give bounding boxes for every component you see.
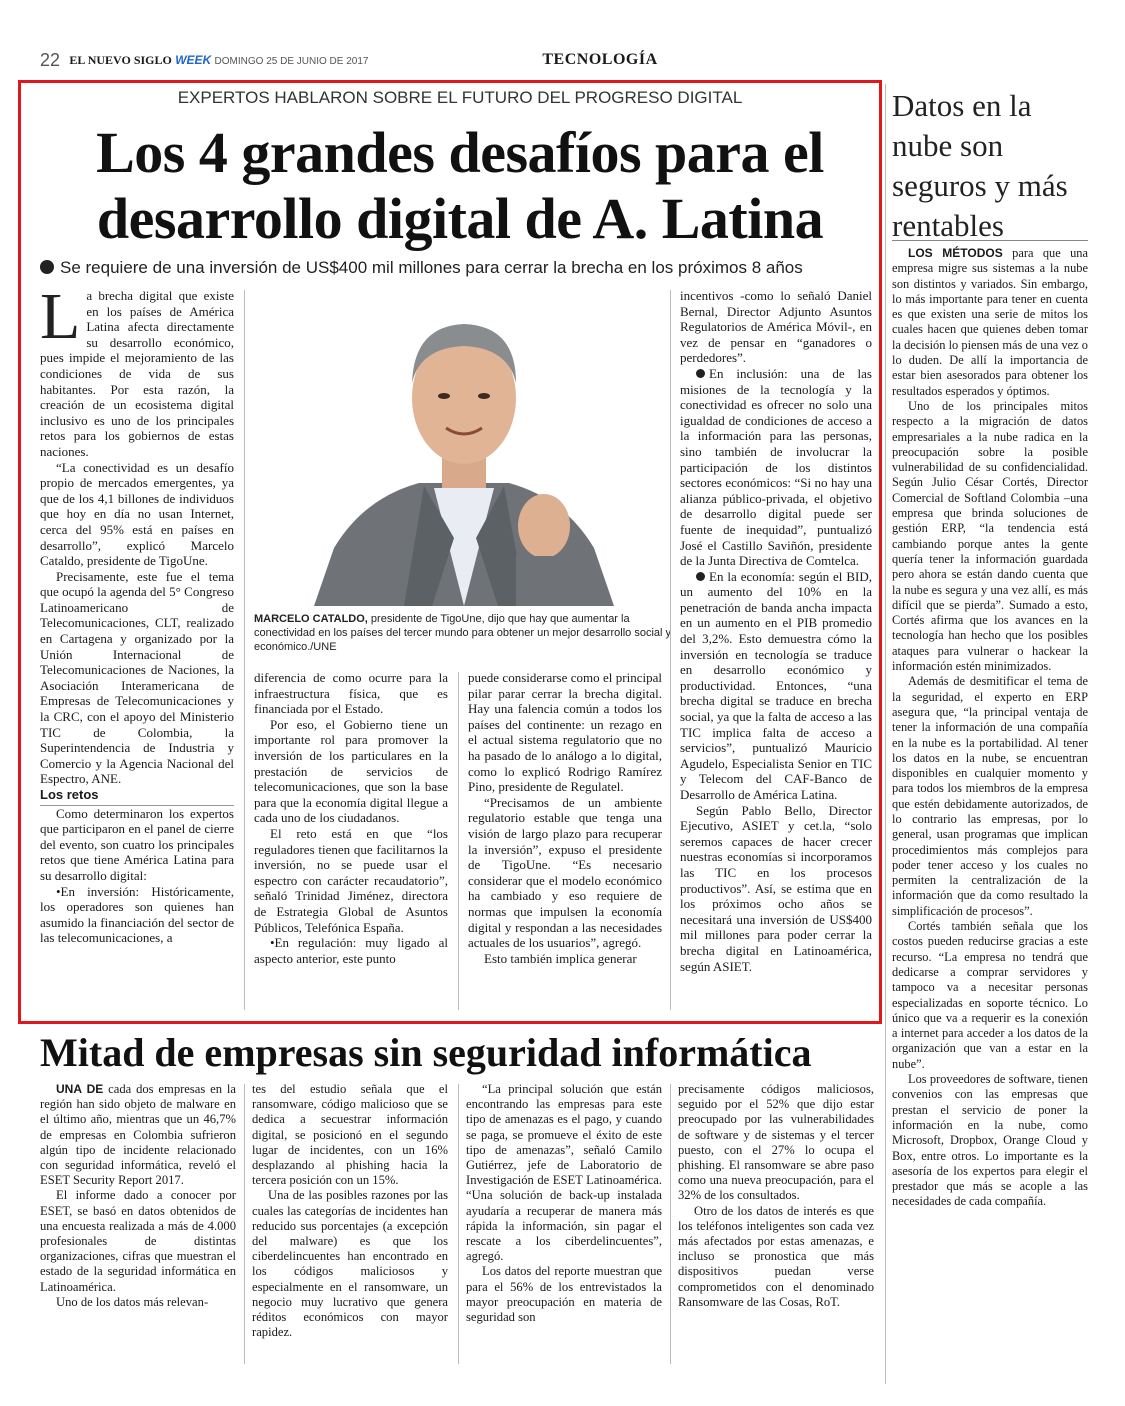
paragraph: puede considerarse como el principal pilar parar cerrar la brecha digital. Hay una falencia común a todos los países del continente: un rezago en el actual sistema regulatorio que no ha pasado de lo análogo a lo digital, como lo explicó Rodrigo Ramírez Pino, presidente de Regulatel. [468,670,662,795]
article-kicker: EXPERTOS HABLARON SOBRE EL FUTURO DEL PROGRESO DIGITAL [177,88,743,107]
paragraph [892,246,1088,399]
second-column-2 [252,1082,448,1340]
sidebar-headline: Datos en la nube son seguros y más rentables [892,88,1068,243]
paragraph-text: En inclusión: una de las misiones de la tecnología y la conectividad es ofrecer no solo una igualdad de condiciones de acceso a la información para las personas, sino también de involucrar la participación de los distintos sectores económicos: “Si no hay una alianza público-privada, el objetivo de desarrollo digital puede ser fuente de inequidad”, puntualizó José el Castillo Saviñón, presidente de la Junta Directiva de Comtelca. [680,365,872,569]
paragraph: “Precisamos de un ambiente regulatorio estable que tenga una visión de largo plazo para recuperar la inversión”, expuso el presidente de TigoUne. “Es necesario considerar que el modelo económico ha cambiado y eso requiere de normas que impulsen la economía digital y respondan a las necesidades actuales de los usuarios”, agregó. [468,794,662,951]
paragraph: El reto está en que “los reguladores tienen que facilitarnos la inversión, no se puede usar el espectro con carácter recaudatorio”, señaló Trinidad Jiménez, directora de Estrategia Global de Asuntos Públicos, Telefónica España. [254,825,448,935]
paragraph-text: cada dos empresas en la región han sido objeto de malware en el último año, mientras que un 46,7% de empresas en Colombia sufrieron algún tipo de incidente relacionado con seguridad informática, reveló el ESET Security Report 2017. [40,1082,236,1188]
paragraph: Los proveedores de software, tienen convenios con las empresas que prestan el servicio de poner la información en la nube, como Microsoft, Dropbox, Orange Cloud y Box, entre otros. Lo importante es la asesoría de los expertos para elegir el prestador que más se acople a las necesidades de cada compañía. [892,1072,1088,1209]
column-divider [458,672,459,1010]
article-column-1 [40,280,234,946]
lead-caps: UNA DE [56,1082,104,1096]
subhead-text: Se requiere de una inversión de US$400 mil millones para cerrar la brecha en los próximos 8 años [60,258,803,277]
article-column-2 [254,670,448,966]
column-divider [244,1084,245,1364]
second-column-1 [40,1082,236,1310]
article-subhead [40,258,880,278]
paragraph: Una de las posibles razones por las cuales las categorías de incidentes han reducido sus porcentajes (a excepción del malware) es que los ciberdelincuentes han encontrado en los códigos maliciosos y especialmente en el ransomware, un negocio muy lucrativo que genera réditos económicos con mayor rapidez. [252,1188,448,1340]
second-column-3 [466,1082,662,1325]
paragraph: “La principal solución que están encontrando las empresas para este tipo de amenazas es el pago, y cuando se paga, se promueve el éxito de este tipo de amenazas”, señaló Camilo Gutiérrez, jefe de Laboratorio de Investigación de ESET Latinoamérica. “Una solución de back-up instalada ayudaría a recuperar de manera más rápida la información, sin pagar el rescate a los ciberdelincuentes”, agregó. [466,1082,662,1264]
publication-name: EL NUEVO SIGLO [69,53,172,67]
paragraph-text: para que una empresa migre sus sistemas a la nube son distintos y variados. Sin embargo, lo más importante para tener en cuenta es que existen una serie de mitos los cuales hacen que quienes deben tomar la decisión lo piensen más de una vez o lo duden. De allí la importancia de estar bien asesorados para obtener los resultados esperados y óptimos. [892,246,1088,398]
second-headline: Mitad de empresas sin seguridad informática [40,1030,812,1075]
paragraph: Precisamente, este fue el tema que ocupó la agenda del 5° Congreso Latinoamericano de Telecomunicaciones, CLT, realizado en Cartagena y organizado por la Unión Internacional de Telecomunicaciones de Naciones, la Asociación Interamericana de Empresas de Telecomunicaciones y la CRC, con el apoyo del Ministerio TIC de Colombia, la Superintendencia de Industria y Comercio y la Agencia Nacional del Espectro, ANE. [40,568,234,787]
column-divider [458,1084,459,1364]
article-column-4 [680,288,872,974]
paragraph: •En regulación: muy ligado al aspecto anterior, este punto [254,935,448,966]
bullet-icon [40,260,54,274]
paragraph: El informe dado a conocer por ESET, se basó en datos obtenidos de una encuesta realizada a más de 4.000 profesionales de distintas organizaciones, cifras que muestran el estado de la seguridad informática en Latinoamérica. [40,1188,236,1294]
paragraph: Como determinaron los expertos que participaron en el panel de cierre del evento, son cuatro los principales retos que tiene América Latina para su desarrollo digital: [40,805,234,883]
paragraph: Uno de los principales mitos respecto a la migración de datos empresariales a la nube radica en la preocupación sobre la posible vulnerabilidad de su confidencialidad. Según Julio César Cortés, Director Comercial de Softland Colombia –una empresa que brinda soluciones de gestión ERP, “la tendencia está cambiando porque antes la gente quería tener la información guardada pero ahora se están dando cuenta que la nube es segura y una vez allí, es más difícil que se pierda”. Sumado a esto, Cortés afirma que los avances en la tecnología han hecho que los posibles ataques para vulnerar o hackear la información estén minimizados. [892,398,1088,674]
folio [40,48,368,74]
sidebar-rule [892,240,1088,241]
page-header [40,48,1088,72]
paragraph: “La conectividad es un desafío propio de mercados emergentes, ya que de los 4,1 billones de individuos que hoy en día no usan Internet, cerca del 95% está en países en desarrollo”, explicó Marcelo Cataldo, presidente de TigoUne. [40,459,234,569]
person-illustration [254,288,674,606]
paragraph: Cortés también señala que los costos pueden reducirse gracias a este recurso. “La empresa no tendrá que dedicarse a comprar servidores y tampoco va a necesitar personas especializadas en soporte técnico. Lo único que va a requerir es la conexión a internet para acceder a los datos de la organización que van a estar en la nube”. [892,919,1088,1071]
publication-date: DOMINGO 25 DE JUNIO DE 2017 [214,56,369,67]
page-number: 22 [40,50,61,70]
paragraph: Esto también implica generar [484,950,637,966]
second-column-4 [678,1082,874,1310]
photo-caption [254,612,674,654]
section-subtitle: Los retos [40,787,234,806]
paragraph: Según Pablo Bello, Director Ejecutivo, ASIET y cet.la, “solo seremos capaces de hacer crecer nuestras economías si incorporamos las TIC en los procesos productivos”. Así, se estima que en los próximos ocho años se necesitará una inversión de US$400 mil millones para poder cerrar la brecha digital en Latinoamérica, según ASIET. [680,802,872,974]
paragraph [680,366,872,569]
paragraph: diferencia de como ocurre para la infraestructura física, que es financiada por el Estado. [254,670,448,717]
paragraph: precisamente códigos maliciosos, seguido por el 52% que dijo estar preocupado por las vulnerabilidades de software y de sistemas y el tercer puesto, con el 27% lo ocupa el phishing. El ransomware se abre paso como una nueva preocupación, para el 32% de los consultados. [678,1082,874,1203]
paragraph: Los datos del reporte muestran que para el 56% de los entrevistados la mayor preocupación en materia de seguridad son [466,1264,662,1325]
paragraph: Uno de los datos más relevan- [56,1294,209,1309]
article-headline: Los 4 grandes desafíos para el desarrollo digital de A. Latina [96,120,824,251]
paragraph: Por eso, el Gobierno tiene un importante rol para promover la inversión de los particulares en la prestación de servicios de telecomunicaciones, que son la base para que la economía digital llegue a cada uno de los ciudadanos. [254,716,448,826]
paragraph [40,1082,236,1188]
paragraph: tes del estudio señala que el ransomware, código malicioso que se dedica a secuestrar información digital, se posicionó en el segundo lugar de incidentes, con un 16% desplazando al phishing hacia la tercera posición con un 15%. [252,1082,448,1188]
bullet-icon [696,369,705,378]
portrait-photo [254,288,674,606]
paragraph: Otro de los datos de interés es que los teléfonos inteligentes son cada vez más afectados por estas amenazas, e incluso se pronostica que más dispositivos puedan verse comprometidos con el denominado Ransomware de las Cosas, RoT. [678,1203,874,1309]
article-column-3 [468,670,662,966]
caption-text: presidente de TigoUne, dijo que hay que aumentar la conectividad en los países del tercer mundo para obtener un mejor desarrollo social y económico./UNE [254,613,672,653]
paragraph: •En inversión: Históricamente, los operadores son quienes han asumido la financiación del sector de las telecomunicaciones, a [40,883,234,946]
sidebar-divider [885,84,886,1384]
column-divider [670,290,671,1010]
paragraph: incentivos -como lo señaló Daniel Bernal, Director Adjunto Asuntos Regulatorios de América Móvil-, en vez de pensar en “ganadores o perdedores”. [680,288,872,366]
bullet-icon [696,572,705,581]
caption-name: MARCELO CATALDO, [254,613,368,625]
paragraph-text: En la economía: según el BID, un aumento del 10% en la penetración de banda ancha impacta en un aumento en el PIB promedio del 3,2%. Esto demuestra cómo la inversión en tecnología se traduce en desarrollo económico y productividad. Entonces, “una brecha digital se traduce en brecha social, ya que la falta de acceso a las TIC implica falta de acceso a servicios”, puntualizó Mauricio Agudelo, Especialista Senior en TIC y Telecom del CAF-Banco de Desarrollo de América Latina. [680,568,872,802]
sidebar-body [892,246,1088,1210]
paragraph-text: a brecha digital que existe en los países de América Latina afecta directamente su desarrollo económico, pues impide el mejoramiento de las condiciones de vida de sus habitantes. Por esta razón, la creación de un ecosistema digital inclusivo es uno de los principales retos para los gobiernos de estas naciones. [40,288,234,459]
publication-week: WEEK [175,53,212,67]
column-divider [670,1084,671,1364]
paragraph [680,569,872,803]
drop-cap: L [40,280,81,353]
section-title: TECNOLOGÍA [542,51,658,68]
column-divider [244,290,245,1010]
paragraph: Además de desmitificar el tema de la seguridad, el experto en ERP asegura que, “la principal ventaja de tener la información de una compañía en la nube es la portabilidad. Al tener los datos en la nube, se encuentran disponibles en cualquier momento y para todos los miembros de la empresa que estén debidamente autorizados, de lo contrario las empresas, por lo general, usan programas que implican procedimientos más complejos para poder tener acceso y los cuales no permiten la centralización de la información que da como resultado la simplificación de procesos”. [892,674,1088,918]
lead-caps: LOS MÉTODOS [908,246,1003,260]
paragraph [40,280,234,460]
